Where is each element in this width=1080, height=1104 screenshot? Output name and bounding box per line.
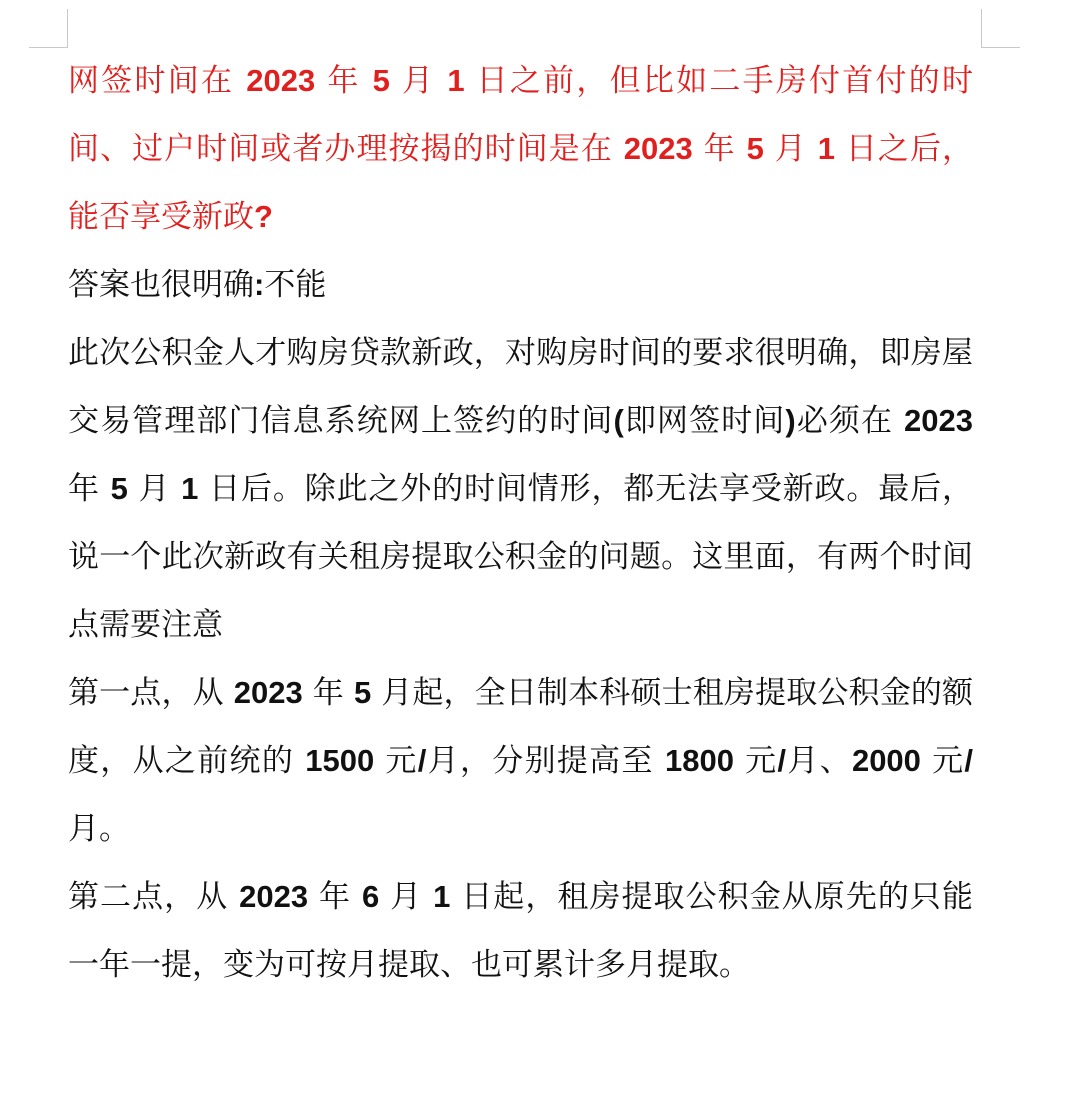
document-body (68, 47, 973, 999)
question-paragraph: 网签时间在 2023 年 5 月 1 日之前，但比如二手房付首付的时间、过户时间或者办理按揭的时间是在 2023 年 5 月 1 日之后，能否享受新政? (68, 63, 973, 235)
inline-number: 2023 (246, 63, 316, 98)
page-corner-mark-right (981, 9, 1020, 48)
point-one-paragraph: 第一点，从 2023 年 5 月起，全日制本科硕士租房提取公积金的额度，从之前统的 1500 元/月，分别提高至 1800 元/月、2000 元/月。 (68, 675, 974, 847)
inline-number: 1 (181, 471, 199, 506)
inline-number: 1 (447, 63, 465, 98)
inline-number: 1 (433, 879, 451, 914)
inline-number: 2023 (233, 675, 303, 710)
inline-number: 1500 (305, 743, 375, 778)
inline-number: : (254, 267, 265, 302)
body-paragraph: 此次公积金人才购房贷款新政，对购房时间的要求很明确，即房屋交易管理部门信息系统网上签约的时间(即网签时间)必须在 2023 年 5 月 1 日后。除此之外的时间情形，都无法享受新政。最后，说一个此次新政有关租房提取公积金的问题。这里面，有两个时间点需要注意 (68, 335, 974, 643)
answer-paragraph: 答案也很明确:不能 (68, 267, 327, 303)
inline-number: / (417, 743, 427, 778)
inline-number: ? (254, 199, 273, 234)
inline-number: 5 (110, 471, 128, 506)
inline-number: 1800 (664, 743, 734, 778)
inline-number: / (964, 743, 974, 778)
inline-number: ) (785, 403, 796, 438)
point-two-paragraph: 第二点，从 2023 年 6 月 1 日起，租房提取公积金从原先的只能一年一提，变为可按月提取、也可累计多月提取。 (68, 879, 973, 983)
inline-number: 5 (372, 63, 390, 98)
inline-number: ( (613, 403, 624, 438)
inline-number: 6 (361, 879, 380, 914)
inline-number: 2023 (623, 131, 693, 166)
inline-number: / (777, 743, 787, 778)
page-corner-mark-left (29, 9, 68, 48)
inline-number: 2023 (239, 879, 309, 914)
inline-number: 5 (353, 675, 372, 710)
inline-number: 2000 (851, 743, 921, 778)
inline-number: 2023 (904, 403, 974, 438)
inline-number: 5 (746, 131, 764, 166)
inline-number: 1 (817, 131, 835, 166)
